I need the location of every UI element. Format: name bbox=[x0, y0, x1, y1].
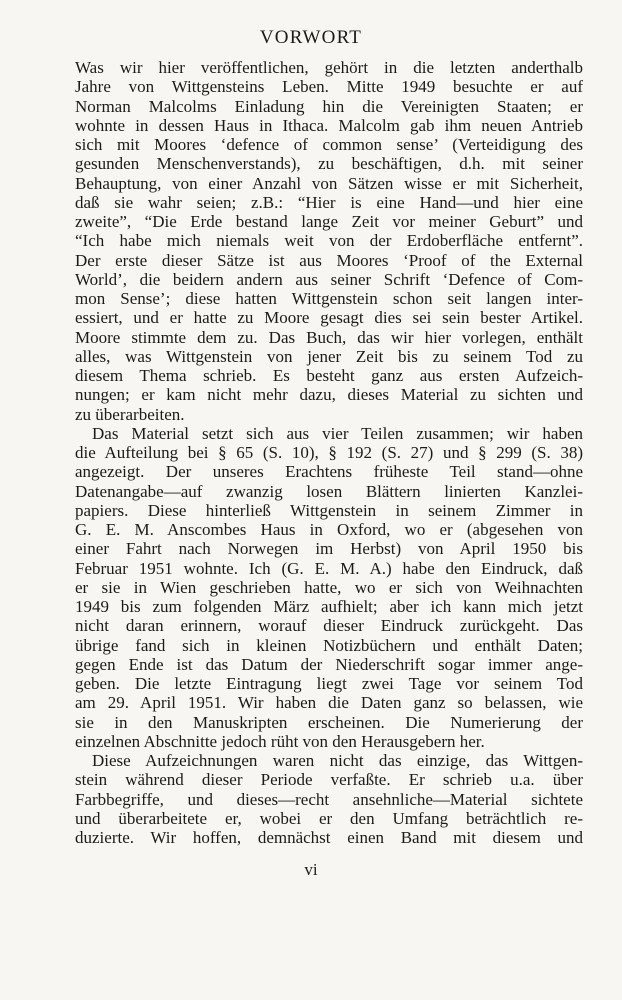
text-line: Norman Malcolms Einladung hin die Vereinigten Staaten; er bbox=[75, 96, 583, 116]
text-line: er sie in Wien geschrieben hatte, wo er sich von Weihnachten bbox=[75, 577, 583, 597]
text-line: Datenangabe—auf zwanzig losen Blättern linierten Kanzlei- bbox=[75, 481, 583, 501]
text-line: G. E. M. Anscombes Haus in Oxford, wo er (abgesehen von bbox=[75, 520, 583, 539]
text-line: und überarbeitete er, wobei er den Umfang beträchtlich re- bbox=[75, 808, 583, 828]
page-number: vi bbox=[304, 860, 318, 879]
text-line: Was wir hier veröffentlichen, gehört in die letzten anderthalb bbox=[75, 58, 583, 77]
text-line: wohnte in dessen Haus in Ithaca. Malcolm gab ihm neuen Antrieb bbox=[75, 115, 583, 135]
text-line: Moore stimmte dem zu. Das Buch, das wir hier vorlegen, enthält bbox=[75, 327, 583, 347]
running-head: VORWORT bbox=[259, 27, 363, 48]
text-line: essiert, und er hatte zu Moore gesagt dies sei sein bester Artikel. bbox=[75, 308, 583, 328]
text-line: Februar 1951 wohnte. Ich (G. E. M. A.) habe den Eindruck, daß bbox=[75, 558, 583, 578]
text-line: Behauptung, von einer Anzahl von Sätzen wisse er mit Sicherheit, bbox=[75, 173, 583, 193]
text-line: zweite”, “Die Erde bestand lange Zeit vor meiner Geburt” und bbox=[75, 212, 583, 231]
text-line: nungen; er kam nicht mehr dazu, dieses Material zu sichten und bbox=[75, 385, 583, 405]
text-line: nicht daran erinnern, worauf dieser Eindruck zurückgeht. Das bbox=[75, 616, 583, 636]
text-line: stein während dieser Periode verfaßte. Er schrieb u.a. über bbox=[75, 770, 583, 790]
text-line: diesem Thema schrieb. Es besteht ganz aus ersten Aufzeich- bbox=[75, 366, 583, 385]
body-text bbox=[75, 58, 583, 847]
text-line: mon Sense’; diese hatten Wittgenstein schon seit langen inter- bbox=[75, 289, 583, 308]
text-line: alles, was Wittgenstein von jener Zeit bis zu seinem Tod zu bbox=[75, 346, 583, 366]
text-line: 1949 bis zum folgenden März aufhielt; aber ich kann mich jetzt bbox=[75, 597, 583, 616]
text-line: am 29. April 1951. Wir haben die Daten ganz so belassen, wie bbox=[75, 693, 583, 713]
text-line: einzelnen Abschnitte jedoch rüht von den Herausgebern her. bbox=[75, 731, 485, 751]
text-line: Diese Aufzeichnungen waren nicht das einzige, das Wittgen- bbox=[92, 751, 583, 770]
text-line: Der erste dieser Sätze ist aus Moores ‘Proof of the External bbox=[75, 250, 583, 270]
text-line: Das Material setzt sich aus vier Teilen zusammen; wir haben bbox=[92, 423, 583, 443]
text-line: daß sie wahr seien; z.B.: “Hier is eine Hand—und hier eine bbox=[75, 192, 583, 212]
text-line: Jahre von Wittgensteins Leben. Mitte 1949 besuchte er auf bbox=[75, 77, 583, 97]
text-line: gegen Ende ist das Datum der Niederschrift sogar immer ange- bbox=[75, 654, 583, 674]
paragraph bbox=[75, 424, 583, 751]
text-line: zu überarbeiten. bbox=[75, 404, 185, 424]
text-line: “Ich habe mich niemals weit von der Erdoberfläche entfernt”. bbox=[75, 231, 583, 251]
text-line: Farbbegriffe, und dieses—recht ansehnliche—Material sichtete bbox=[75, 789, 583, 809]
paragraph bbox=[75, 751, 583, 847]
text-line: einer Fahrt nach Norwegen im Herbst) von April 1950 bis bbox=[75, 539, 583, 559]
paragraph bbox=[75, 58, 583, 424]
text-line: papiers. Diese hinterließ Wittgenstein in seinem Zimmer in bbox=[75, 500, 583, 520]
text-line: übrige fand sich in kleinen Notizbüchern und enthält Daten; bbox=[75, 635, 583, 655]
text-line: gesunden Menschenverstands), zu beschäftigen, d.h. mit seiner bbox=[75, 154, 583, 174]
text-line: angezeigt. Der unseres Erachtens früheste Teil stand—ohne bbox=[75, 462, 583, 482]
text-line: duzierte. Wir hoffen, demnächst einen Band mit diesem und bbox=[75, 828, 583, 847]
text-line: sie in den Manuskripten erscheinen. Die Numerierung der bbox=[75, 712, 583, 732]
text-line: sich mit Moores ‘defence of common sense’ (Verteidigung des bbox=[75, 135, 583, 154]
text-line: die Aufteilung bei § 65 (S. 10), § 192 (S. 27) und § 299 (S. 38) bbox=[75, 443, 583, 462]
text-line: geben. Die letzte Eintragung liegt zwei Tage vor seinem Tod bbox=[75, 674, 583, 693]
text-line: World’, die beidern andern aus seiner Schrift ‘Defence of Com- bbox=[75, 269, 583, 289]
